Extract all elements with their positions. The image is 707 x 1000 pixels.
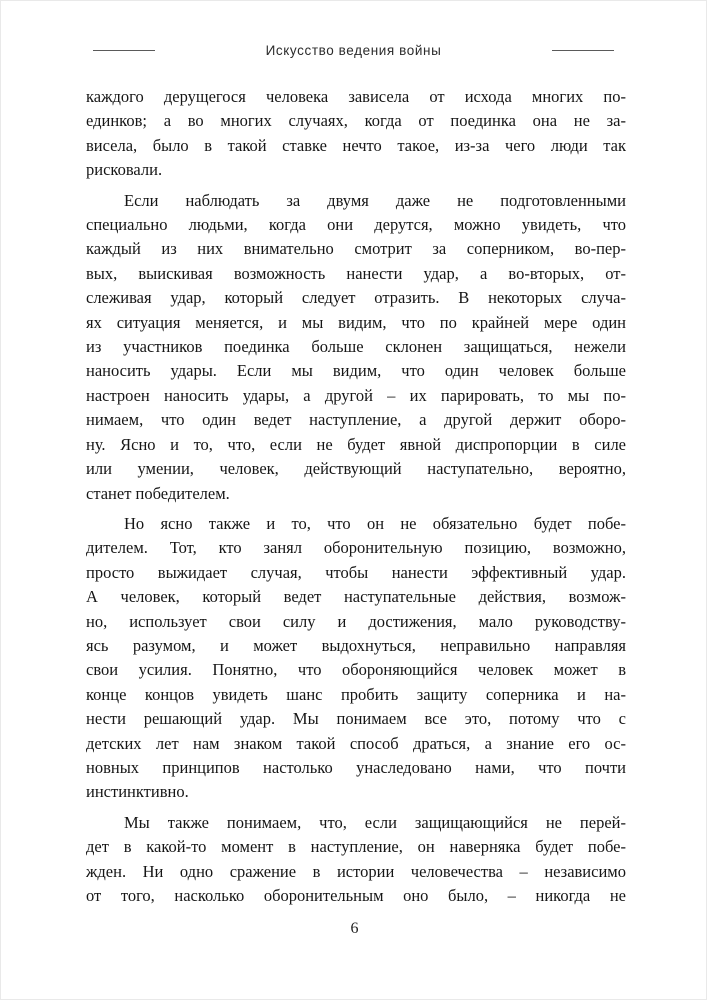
text-line: Но ясно также и то, что он не обязательно будет побе- bbox=[124, 513, 626, 533]
paragraph-0 bbox=[86, 85, 626, 183]
text-line: жден. Ни одно сражение в истории человечества – независимо bbox=[86, 861, 626, 881]
text-line: нести решающий удар. Мы понимаем все это, потому что с bbox=[86, 709, 626, 729]
text-line: от того, насколько оборонительным оно было, – никогда не bbox=[86, 886, 626, 905]
text-line: детских лет нам знаком такой способ драться, а знание его ос- bbox=[86, 733, 626, 753]
text-line: специально людьми, когда они дерутся, можно увидеть, что bbox=[86, 215, 626, 235]
page-number: 6 bbox=[350, 920, 359, 937]
body-text bbox=[86, 85, 626, 908]
header-rule-left bbox=[93, 50, 155, 51]
text-line: но, использует свои силу и достижения, мало руководству- bbox=[86, 611, 626, 631]
text-line: нимаем, что один ведет наступление, а другой держит оборо- bbox=[86, 410, 626, 430]
text-line: наносить удары. Если мы видим, что один человек больше bbox=[86, 361, 626, 381]
text-line: единков; а во многих случаях, когда от поединка она не за- bbox=[86, 111, 626, 131]
text-line: новных принципов настолько унаследовано нами, что почти bbox=[86, 757, 626, 777]
text-line: дет в какой-то момент в наступление, он наверняка будет побе- bbox=[86, 837, 626, 857]
text-line: ну. Ясно и то, что, если не будет явной диспропорции в силе bbox=[86, 434, 626, 454]
text-line: ясь разумом, и может выдохнуться, неправильно направляя bbox=[86, 635, 626, 655]
header-rule-right bbox=[552, 50, 614, 51]
text-line: свои усилия. Понятно, что обороняющийся человек может в bbox=[86, 660, 626, 680]
text-line: вых, выискивая возможность нанести удар, а во-вторых, от- bbox=[86, 263, 626, 283]
running-header bbox=[86, 42, 626, 58]
paragraph-3 bbox=[86, 811, 626, 909]
text-line: дителем. Тот, кто занял оборонительную позицию, возможно, bbox=[86, 538, 626, 558]
text-line: слеживая удар, который следует отразить. В некоторых случа- bbox=[86, 288, 626, 308]
text-line: ях ситуация меняется, и мы видим, что по крайней мере один bbox=[86, 312, 626, 332]
text-line: из участников поединка больше склонен защищаться, нежели bbox=[86, 337, 626, 357]
text-line: конце концов увидеть шанс пробить защиту соперника и на- bbox=[86, 684, 626, 704]
text-line: или умении, человек, действующий наступательно, вероятно, bbox=[86, 459, 626, 479]
text-line: инстинктивно. bbox=[86, 782, 189, 802]
text-line: станет победителем. bbox=[86, 483, 230, 503]
text-line: рисковали. bbox=[86, 160, 163, 180]
text-line: Если наблюдать за двумя даже не подготовленными bbox=[124, 190, 626, 210]
text-line: каждый из них внимательно смотрит за соперником, во-пер- bbox=[86, 239, 626, 259]
text-line: каждого дерущегося человека зависела от исхода многих по- bbox=[86, 87, 626, 106]
running-header-title: Искусство ведения войны bbox=[265, 42, 442, 58]
text-line: настроен наносить удары, а другой – их парировать, то мы по- bbox=[86, 385, 626, 405]
paragraph-2 bbox=[86, 512, 626, 805]
text-line: висела, было в такой ставке нечто такое, из-за чего люди так bbox=[86, 135, 626, 155]
text-line: А человек, который ведет наступательные действия, возмож- bbox=[86, 587, 626, 607]
paragraph-1 bbox=[86, 189, 626, 506]
text-line: просто выжидает случая, чтобы нанести эффективный удар. bbox=[86, 562, 626, 582]
text-line: Мы также понимаем, что, если защищающийся не перей- bbox=[124, 812, 626, 832]
